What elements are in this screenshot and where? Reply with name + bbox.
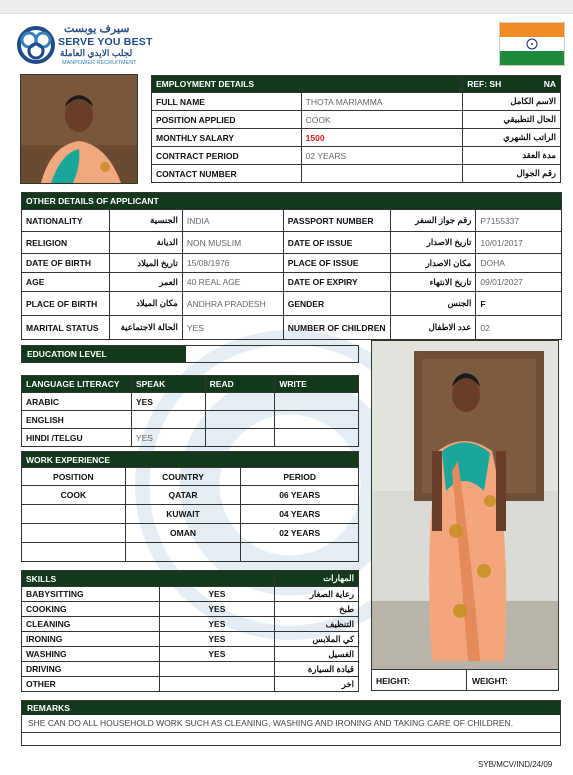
- document-code: SYB/MCV/IND/24/09: [478, 760, 553, 769]
- place-of-birth-label: PLACE OF BIRTH: [22, 292, 110, 316]
- children-label: NUMBER OF CHILDREN: [283, 316, 390, 340]
- language-literacy-table: [21, 375, 359, 447]
- work-country: OMAN: [125, 524, 241, 543]
- table-row: [22, 647, 359, 662]
- skill-arabic: الغسيل: [275, 647, 359, 662]
- work-period: 02 YEARS: [241, 524, 359, 543]
- age-arabic: العمر: [109, 273, 182, 292]
- skill-name: IRONING: [22, 632, 160, 647]
- passport-number-arabic: رقم جواز السفر: [390, 210, 476, 232]
- religion-label: RELIGION: [22, 232, 110, 254]
- gender-label: GENDER: [283, 292, 390, 316]
- write-value: [275, 393, 359, 411]
- table-row: [22, 677, 359, 692]
- remarks-box: [21, 700, 561, 746]
- work-position: [22, 524, 126, 543]
- education-level-title: EDUCATION LEVEL: [22, 346, 186, 362]
- skill-arabic: اخر: [275, 677, 359, 692]
- gender-value: F: [476, 292, 562, 316]
- skill-value: [159, 662, 275, 677]
- date-of-issue-label: DATE OF ISSUE: [283, 232, 390, 254]
- date-of-expiry-arabic: تاريخ الانتهاء: [390, 273, 476, 292]
- skill-name: OTHER: [22, 677, 160, 692]
- work-country: KUWAIT: [125, 505, 241, 524]
- height-weight-divider: [466, 670, 467, 690]
- passport-number-value: P7155337: [476, 210, 562, 232]
- skill-arabic: كي الملابس: [275, 632, 359, 647]
- monthly-salary-value: 1500: [301, 129, 463, 147]
- applicant-row: [22, 232, 562, 254]
- country-header: COUNTRY: [125, 468, 241, 486]
- logo-arabic-name: سيرف يوبست: [64, 23, 130, 35]
- skill-value: YES: [159, 587, 275, 602]
- applicant-photo-small: [20, 74, 138, 184]
- skills-title: SKILLS: [22, 571, 275, 587]
- work-period: 04 YEARS: [241, 505, 359, 524]
- speak-value: YES: [131, 429, 205, 447]
- skill-arabic: التنظيف: [275, 617, 359, 632]
- remarks-text: SHE CAN DO ALL HOUSEHOLD WORK SUCH AS CLEANING, WASHING AND IRONING AND TAKING CARE OF CHILDREN.: [28, 718, 514, 728]
- religion-arabic: الديانة: [109, 232, 182, 254]
- work-experience-table: [21, 451, 359, 562]
- table-row: [22, 429, 359, 447]
- skills-title-arabic: المهارات: [275, 571, 359, 587]
- skill-value: YES: [159, 602, 275, 617]
- employment-details-title: EMPLOYMENT DETAILS: [152, 76, 463, 93]
- children-arabic: عدد الاطفال: [390, 316, 476, 340]
- table-row: [22, 543, 359, 562]
- table-row: [22, 486, 359, 505]
- remarks-title: REMARKS: [22, 701, 560, 715]
- applicant-row: [22, 316, 562, 340]
- work-position: [22, 505, 126, 524]
- work-position: COOK: [22, 486, 126, 505]
- age-value: 40 REAL AGE: [182, 273, 283, 292]
- date-of-expiry-label: DATE OF EXPIRY: [283, 273, 390, 292]
- skill-name: BABYSITTING: [22, 587, 160, 602]
- logo-mark-icon: [16, 24, 56, 66]
- place-of-issue-arabic: مكان الاصدار: [390, 254, 476, 273]
- contact-number-arabic: رقم الجوال: [463, 165, 561, 183]
- language-name: ENGLISH: [22, 411, 132, 429]
- date-of-expiry-value: 09/01/2027: [476, 273, 562, 292]
- applicant-details-title: OTHER DETAILS OF APPLICANT: [22, 193, 562, 210]
- skill-value: YES: [159, 632, 275, 647]
- skill-value: [159, 677, 275, 692]
- marital-status-label: MARITAL STATUS: [22, 316, 110, 340]
- contact-number-value: [301, 165, 463, 183]
- remarks-divider: [22, 732, 560, 733]
- work-country: QATAR: [125, 486, 241, 505]
- skill-value: YES: [159, 647, 275, 662]
- india-flag-icon: [499, 22, 565, 66]
- marital-status-value: YES: [182, 316, 283, 340]
- write-header: WRITE: [275, 376, 359, 393]
- work-period: [241, 543, 359, 562]
- applicant-row: [22, 210, 562, 232]
- read-value: [205, 393, 275, 411]
- date-of-birth-value: 15/08/1976: [182, 254, 283, 273]
- contract-period-value: 02 YEARS: [301, 147, 463, 165]
- applicant-photo-full: [371, 340, 559, 670]
- skill-name: COOKING: [22, 602, 160, 617]
- read-value: [205, 411, 275, 429]
- skill-name: CLEANING: [22, 617, 160, 632]
- table-row: [22, 505, 359, 524]
- ref-label: REF: SH: [467, 79, 502, 89]
- place-of-issue-label: PLACE OF ISSUE: [283, 254, 390, 273]
- date-of-birth-label: DATE OF BIRTH: [22, 254, 110, 273]
- full-name-label: FULL NAME: [152, 93, 302, 111]
- nationality-label: NATIONALITY: [22, 210, 110, 232]
- work-country: [125, 543, 241, 562]
- work-period: 06 YEARS: [241, 486, 359, 505]
- skill-arabic: قيادة السيارة: [275, 662, 359, 677]
- full-name-value: THOTA MARIAMMA: [301, 93, 463, 111]
- skill-arabic: طبخ: [275, 602, 359, 617]
- table-row: [22, 587, 359, 602]
- ref-value: NA: [543, 79, 556, 89]
- date-of-issue-value: 10/01/2017: [476, 232, 562, 254]
- height-weight-box: [371, 669, 559, 691]
- place-of-birth-arabic: مكان الميلاد: [109, 292, 182, 316]
- contact-number-label: CONTACT NUMBER: [152, 165, 302, 183]
- applicant-row: [22, 273, 562, 292]
- monthly-salary-label: MONTHLY SALARY: [152, 129, 302, 147]
- window-top-bar: [0, 0, 573, 14]
- nationality-arabic: الجنسية: [109, 210, 182, 232]
- skill-arabic: رعاية الصغار: [275, 587, 359, 602]
- speak-header: SPEAK: [131, 376, 205, 393]
- language-name: ARABIC: [22, 393, 132, 411]
- gender-arabic: الجنس: [390, 292, 476, 316]
- full-name-arabic: الاسم الكامل: [463, 93, 561, 111]
- language-name: HINDI /TELGU: [22, 429, 132, 447]
- applicant-row: [22, 254, 562, 273]
- position-header: POSITION: [22, 468, 126, 486]
- read-value: [205, 429, 275, 447]
- weight-label: WEIGHT:: [472, 676, 508, 686]
- table-row: [22, 602, 359, 617]
- position-applied-arabic: الحال التطبيقي: [463, 111, 561, 129]
- applicant-row: [22, 292, 562, 316]
- contract-period-arabic: مدة العقد: [463, 147, 561, 165]
- monthly-salary-arabic: الراتب الشهري: [463, 129, 561, 147]
- table-row: [22, 617, 359, 632]
- table-row: [22, 524, 359, 543]
- skill-value: YES: [159, 617, 275, 632]
- age-label: AGE: [22, 273, 110, 292]
- skills-table: [21, 570, 359, 692]
- place-of-birth-value: ANDHRA PRADESH: [182, 292, 283, 316]
- write-value: [275, 411, 359, 429]
- marital-status-arabic: الحالة الاجتماعية: [109, 316, 182, 340]
- table-row: [22, 393, 359, 411]
- work-position: [22, 543, 126, 562]
- speak-value: [131, 411, 205, 429]
- nationality-value: INDIA: [182, 210, 283, 232]
- education-level-box: [21, 345, 359, 363]
- company-logo: [16, 22, 156, 68]
- language-header: LANGUAGE LITERACY: [22, 376, 132, 393]
- applicant-details-table: [21, 192, 562, 340]
- work-experience-title: WORK EXPERIENCE: [22, 452, 359, 468]
- table-row: [22, 662, 359, 677]
- read-header: READ: [205, 376, 275, 393]
- logo-arabic-sub: لجلب الايدي العاملة: [60, 48, 133, 58]
- table-row: [22, 632, 359, 647]
- skill-name: WASHING: [22, 647, 160, 662]
- children-value: 02: [476, 316, 562, 340]
- religion-value: NON MUSLIM: [182, 232, 283, 254]
- contract-period-label: CONTRACT PERIOD: [152, 147, 302, 165]
- speak-value: YES: [131, 393, 205, 411]
- date-of-issue-arabic: تاريخ الاصدار: [390, 232, 476, 254]
- position-applied-label: POSITION APPLIED: [152, 111, 302, 129]
- date-of-birth-arabic: تاريخ الميلاد: [109, 254, 182, 273]
- skill-name: DRIVING: [22, 662, 160, 677]
- position-applied-value: COOK: [301, 111, 463, 129]
- write-value: [275, 429, 359, 447]
- ref-cell: [463, 76, 561, 93]
- height-label: HEIGHT:: [376, 676, 410, 686]
- place-of-issue-value: DOHA: [476, 254, 562, 273]
- logo-tagline: MANPOWER RECRUITMENT: [62, 60, 137, 66]
- employment-details-table: [151, 75, 561, 183]
- table-row: [22, 411, 359, 429]
- period-header: PERIOD: [241, 468, 359, 486]
- passport-number-label: PASSPORT NUMBER: [283, 210, 390, 232]
- logo-english-name: SERVE YOU BEST: [58, 36, 153, 48]
